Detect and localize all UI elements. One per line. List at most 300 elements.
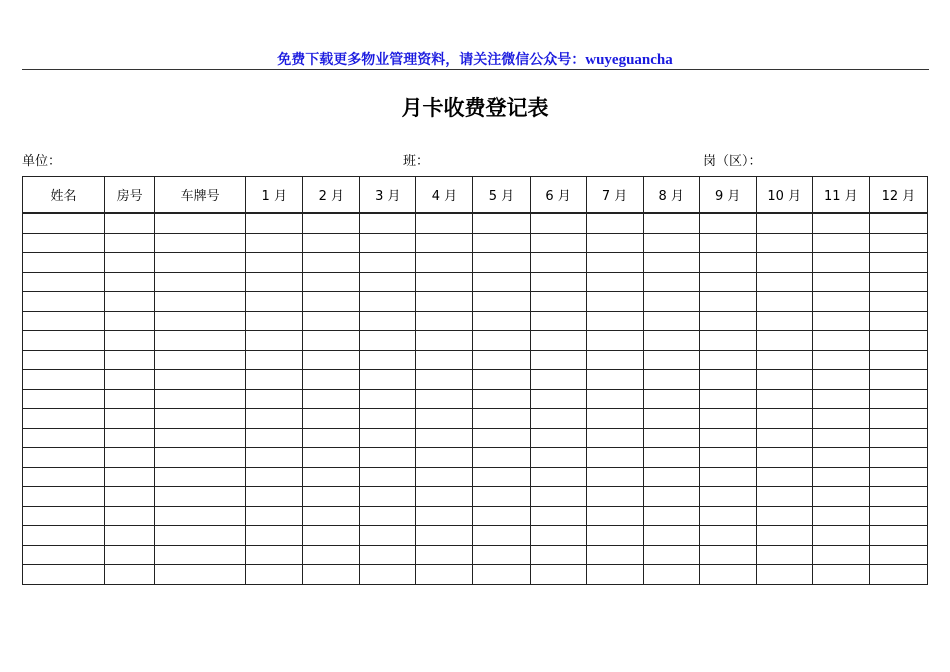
table-cell <box>416 331 473 351</box>
table-cell <box>586 331 643 351</box>
table-cell <box>586 545 643 565</box>
table-cell <box>155 526 246 546</box>
table-cell <box>756 233 812 253</box>
table-row <box>23 253 928 273</box>
table-cell <box>699 233 756 253</box>
table-cell <box>303 233 360 253</box>
table-cell <box>586 350 643 370</box>
table-cell <box>586 448 643 468</box>
table-cell <box>756 409 812 429</box>
table-cell <box>155 506 246 526</box>
table-cell <box>869 213 927 233</box>
col-month-1: 1 月 <box>246 177 303 214</box>
table-cell <box>360 331 416 351</box>
table-cell <box>416 409 473 429</box>
table-row <box>23 565 928 585</box>
col-month-10: 10 月 <box>756 177 812 214</box>
table-cell <box>756 311 812 331</box>
banner-text: 免费下载更多物业管理资料，请关注微信公众号： <box>277 52 586 68</box>
table-row <box>23 545 928 565</box>
table-cell <box>756 448 812 468</box>
table-cell <box>643 506 699 526</box>
table-cell <box>246 253 303 273</box>
table-cell <box>23 213 105 233</box>
table-row <box>23 389 928 409</box>
table-cell <box>530 545 586 565</box>
table-cell <box>416 467 473 487</box>
table-cell <box>530 526 586 546</box>
table-cell <box>643 565 699 585</box>
table-cell <box>812 350 869 370</box>
table-cell <box>416 370 473 390</box>
col-month-6: 6 月 <box>530 177 586 214</box>
table-cell <box>586 311 643 331</box>
table-cell <box>530 350 586 370</box>
table-cell <box>105 213 155 233</box>
table-cell <box>699 409 756 429</box>
table-row <box>23 506 928 526</box>
table-cell <box>473 409 530 429</box>
table-cell <box>530 487 586 507</box>
table-cell <box>812 389 869 409</box>
table-cell <box>303 506 360 526</box>
table-cell <box>360 565 416 585</box>
table-cell <box>869 389 927 409</box>
table-cell <box>416 545 473 565</box>
table-cell <box>699 467 756 487</box>
table-cell <box>155 272 246 292</box>
table-cell <box>23 253 105 273</box>
table-cell <box>699 448 756 468</box>
table-cell <box>303 370 360 390</box>
table-cell <box>303 545 360 565</box>
table-cell <box>869 409 927 429</box>
table-cell <box>699 292 756 312</box>
table-cell <box>23 331 105 351</box>
table-cell <box>23 233 105 253</box>
table-cell <box>812 487 869 507</box>
shift-label: 班： <box>403 154 430 169</box>
table-cell <box>812 213 869 233</box>
table-cell <box>246 448 303 468</box>
table-cell <box>155 448 246 468</box>
table-cell <box>756 467 812 487</box>
table-cell <box>303 350 360 370</box>
table-cell <box>812 233 869 253</box>
table-cell <box>586 253 643 273</box>
table-cell <box>699 506 756 526</box>
table-cell <box>303 253 360 273</box>
download-banner[interactable] <box>0 49 950 69</box>
table-cell <box>473 448 530 468</box>
table-cell <box>360 467 416 487</box>
table-cell <box>105 389 155 409</box>
table-cell <box>246 213 303 233</box>
table-cell <box>105 370 155 390</box>
table-cell <box>473 370 530 390</box>
table-cell <box>643 311 699 331</box>
table-cell <box>360 350 416 370</box>
table-cell <box>303 487 360 507</box>
col-month-11: 11 月 <box>812 177 869 214</box>
table-cell <box>699 213 756 233</box>
table-cell <box>155 253 246 273</box>
table-cell <box>416 253 473 273</box>
table-cell <box>530 389 586 409</box>
table-cell <box>473 272 530 292</box>
table-cell <box>586 487 643 507</box>
table-cell <box>812 545 869 565</box>
col-plate-number: 车牌号 <box>155 177 246 214</box>
table-cell <box>699 331 756 351</box>
table-cell <box>530 467 586 487</box>
table-cell <box>812 370 869 390</box>
table-cell <box>473 526 530 546</box>
table-cell <box>812 526 869 546</box>
table-cell <box>530 370 586 390</box>
table-cell <box>473 311 530 331</box>
col-month-2: 2 月 <box>303 177 360 214</box>
table-cell <box>643 487 699 507</box>
table-cell <box>530 233 586 253</box>
table-cell <box>246 565 303 585</box>
col-month-4: 4 月 <box>416 177 473 214</box>
table-cell <box>473 213 530 233</box>
col-month-12: 12 月 <box>869 177 927 214</box>
table-cell <box>105 233 155 253</box>
table-cell <box>155 311 246 331</box>
table-cell <box>869 487 927 507</box>
table-cell <box>23 526 105 546</box>
table-cell <box>530 272 586 292</box>
table-cell <box>812 428 869 448</box>
table-header-row <box>23 177 928 214</box>
col-month-5: 5 月 <box>473 177 530 214</box>
table-cell <box>869 253 927 273</box>
table-cell <box>155 467 246 487</box>
wechat-account-name: wuyeguancha <box>585 52 673 68</box>
table-cell <box>473 428 530 448</box>
table-cell <box>699 545 756 565</box>
table-row <box>23 311 928 331</box>
table-cell <box>699 350 756 370</box>
table-cell <box>869 506 927 526</box>
table-cell <box>23 311 105 331</box>
table-cell <box>416 311 473 331</box>
table-cell <box>105 331 155 351</box>
table-cell <box>23 467 105 487</box>
table-cell <box>23 272 105 292</box>
table-cell <box>23 389 105 409</box>
table-row <box>23 467 928 487</box>
table-cell <box>812 467 869 487</box>
table-cell <box>473 389 530 409</box>
table-cell <box>105 350 155 370</box>
table-cell <box>586 506 643 526</box>
table-cell <box>530 409 586 429</box>
table-cell <box>699 389 756 409</box>
table-cell <box>756 389 812 409</box>
col-month-8: 8 月 <box>643 177 699 214</box>
table-cell <box>246 506 303 526</box>
table-cell <box>643 526 699 546</box>
table-cell <box>586 292 643 312</box>
table-row <box>23 292 928 312</box>
table-cell <box>586 272 643 292</box>
table-cell <box>586 370 643 390</box>
table-cell <box>699 253 756 273</box>
table-cell <box>530 428 586 448</box>
unit-label: 单位： <box>22 154 62 169</box>
table-cell <box>105 467 155 487</box>
table-cell <box>530 331 586 351</box>
table-cell <box>812 292 869 312</box>
table-cell <box>812 506 869 526</box>
table-cell <box>105 545 155 565</box>
table-cell <box>756 428 812 448</box>
table-cell <box>756 506 812 526</box>
table-cell <box>303 428 360 448</box>
table-row <box>23 272 928 292</box>
table-cell <box>586 213 643 233</box>
table-cell <box>643 213 699 233</box>
table-cell <box>756 487 812 507</box>
table-cell <box>586 409 643 429</box>
table-cell <box>303 311 360 331</box>
table-cell <box>246 545 303 565</box>
table-cell <box>155 389 246 409</box>
table-cell <box>756 565 812 585</box>
table-row <box>23 350 928 370</box>
table-cell <box>155 331 246 351</box>
table-cell <box>416 233 473 253</box>
page-title: 月卡收费登记表 <box>401 96 549 120</box>
table-cell <box>756 272 812 292</box>
table-cell <box>246 409 303 429</box>
table-cell <box>303 467 360 487</box>
table-row <box>23 448 928 468</box>
table-cell <box>869 311 927 331</box>
table-cell <box>155 292 246 312</box>
table-cell <box>643 370 699 390</box>
table-cell <box>756 350 812 370</box>
table-cell <box>530 448 586 468</box>
table-cell <box>699 487 756 507</box>
post-area-label: 岗（区）： <box>703 154 762 169</box>
table-cell <box>360 506 416 526</box>
table-cell <box>105 409 155 429</box>
table-row <box>23 526 928 546</box>
col-month-9: 9 月 <box>699 177 756 214</box>
table-cell <box>643 428 699 448</box>
table-cell <box>473 467 530 487</box>
table-cell <box>155 487 246 507</box>
table-cell <box>360 428 416 448</box>
table-cell <box>643 253 699 273</box>
table-cell <box>869 233 927 253</box>
table-cell <box>303 565 360 585</box>
table-cell <box>586 526 643 546</box>
table-cell <box>473 545 530 565</box>
table-cell <box>23 350 105 370</box>
col-month-7: 7 月 <box>586 177 643 214</box>
table-cell <box>869 272 927 292</box>
table-row <box>23 409 928 429</box>
table-cell <box>869 467 927 487</box>
table-cell <box>23 565 105 585</box>
table-cell <box>530 311 586 331</box>
table-cell <box>699 370 756 390</box>
table-cell <box>246 350 303 370</box>
table-cell <box>643 389 699 409</box>
table-cell <box>246 467 303 487</box>
table-cell <box>812 448 869 468</box>
table-cell <box>155 370 246 390</box>
table-cell <box>812 409 869 429</box>
table-cell <box>360 253 416 273</box>
table-cell <box>869 292 927 312</box>
table-cell <box>360 448 416 468</box>
table-cell <box>756 545 812 565</box>
table-cell <box>756 213 812 233</box>
table-cell <box>246 331 303 351</box>
table-cell <box>699 272 756 292</box>
table-cell <box>756 292 812 312</box>
table-cell <box>473 487 530 507</box>
table-cell <box>473 253 530 273</box>
table-cell <box>473 331 530 351</box>
table-cell <box>360 526 416 546</box>
col-month-3: 3 月 <box>360 177 416 214</box>
table-cell <box>643 272 699 292</box>
table-cell <box>246 292 303 312</box>
table-cell <box>643 448 699 468</box>
table-cell <box>360 409 416 429</box>
table-cell <box>246 311 303 331</box>
table-cell <box>155 565 246 585</box>
table-cell <box>586 565 643 585</box>
monthly-card-fee-table <box>22 176 928 585</box>
table-cell <box>23 428 105 448</box>
table-cell <box>756 253 812 273</box>
table-row <box>23 213 928 233</box>
table-cell <box>360 292 416 312</box>
table-cell <box>473 506 530 526</box>
table-cell <box>416 350 473 370</box>
table-cell <box>643 409 699 429</box>
table-cell <box>869 526 927 546</box>
table-cell <box>105 506 155 526</box>
table-cell <box>105 272 155 292</box>
table-cell <box>473 292 530 312</box>
table-cell <box>246 526 303 546</box>
table-cell <box>473 565 530 585</box>
table-cell <box>756 526 812 546</box>
table-cell <box>812 272 869 292</box>
table-cell <box>643 350 699 370</box>
table-cell <box>155 428 246 448</box>
col-room-number: 房号 <box>105 177 155 214</box>
table-cell <box>416 428 473 448</box>
table-cell <box>812 311 869 331</box>
table-cell <box>869 565 927 585</box>
table-cell <box>155 545 246 565</box>
table-cell <box>105 311 155 331</box>
table-cell <box>105 487 155 507</box>
table-cell <box>586 428 643 448</box>
table-cell <box>155 213 246 233</box>
table-cell <box>155 409 246 429</box>
table-cell <box>246 389 303 409</box>
table-cell <box>23 506 105 526</box>
table-cell <box>643 233 699 253</box>
table-cell <box>360 233 416 253</box>
table-cell <box>155 233 246 253</box>
table-cell <box>643 292 699 312</box>
table-cell <box>699 428 756 448</box>
table-cell <box>23 409 105 429</box>
table-cell <box>416 272 473 292</box>
table-cell <box>756 331 812 351</box>
table-cell <box>360 545 416 565</box>
table-cell <box>643 467 699 487</box>
table-row <box>23 233 928 253</box>
table-cell <box>360 213 416 233</box>
table-cell <box>530 253 586 273</box>
table-cell <box>303 292 360 312</box>
table-cell <box>530 565 586 585</box>
table-cell <box>530 292 586 312</box>
table-cell <box>23 448 105 468</box>
table-cell <box>303 448 360 468</box>
table-row <box>23 487 928 507</box>
table-cell <box>105 292 155 312</box>
table-cell <box>360 370 416 390</box>
table-cell <box>416 565 473 585</box>
table-cell <box>869 370 927 390</box>
table-cell <box>756 370 812 390</box>
table-cell <box>530 506 586 526</box>
table-cell <box>643 545 699 565</box>
table-cell <box>105 565 155 585</box>
table-cell <box>105 448 155 468</box>
table-cell <box>586 467 643 487</box>
table-cell <box>246 428 303 448</box>
table-cell <box>530 213 586 233</box>
table-cell <box>812 565 869 585</box>
table-cell <box>105 428 155 448</box>
table-cell <box>303 389 360 409</box>
table-cell <box>155 350 246 370</box>
header-divider <box>22 69 929 70</box>
table-cell <box>246 233 303 253</box>
table-cell <box>812 253 869 273</box>
table-cell <box>360 487 416 507</box>
table-cell <box>473 233 530 253</box>
table-cell <box>246 370 303 390</box>
table-body <box>23 213 928 584</box>
table-cell <box>869 350 927 370</box>
table-row <box>23 428 928 448</box>
table-cell <box>586 389 643 409</box>
table-cell <box>105 253 155 273</box>
table-cell <box>23 370 105 390</box>
table-cell <box>246 272 303 292</box>
table-cell <box>416 487 473 507</box>
table-cell <box>303 331 360 351</box>
table-cell <box>360 311 416 331</box>
table-cell <box>360 272 416 292</box>
